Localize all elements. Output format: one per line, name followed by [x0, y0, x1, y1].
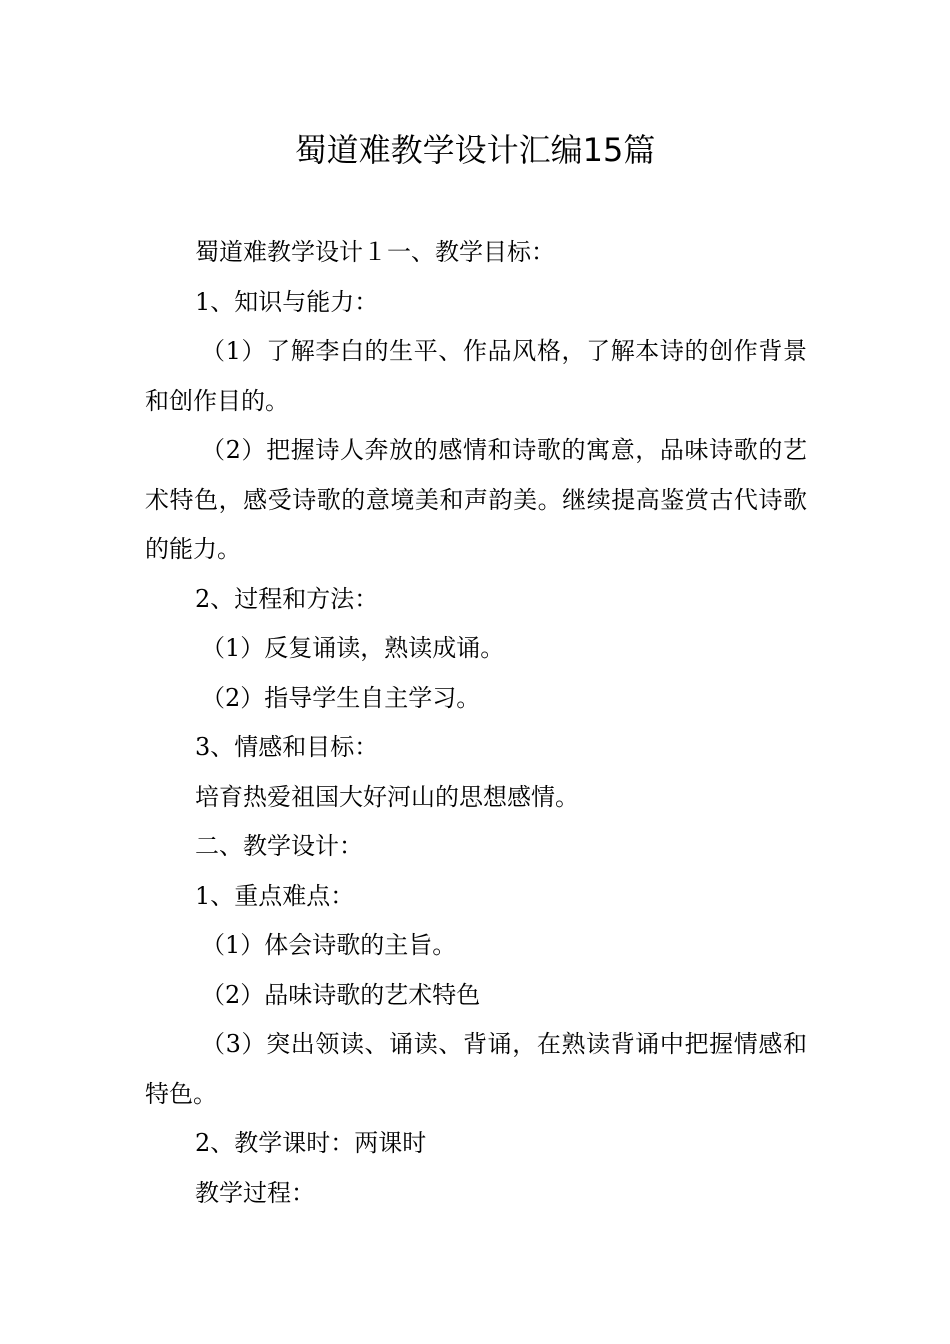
paragraph: 教学过程：: [195, 1178, 315, 1207]
paragraph: 培育热爱祖国大好河山的思想感情。: [195, 782, 579, 811]
paragraph: （1）体会诗歌的主旨。: [201, 931, 457, 959]
paragraph: 2、过程和方法：: [195, 584, 379, 613]
paragraph: （1）反复诵读，熟读成诵。: [201, 634, 505, 662]
paragraph: 蜀道难教学设计１一、教学目标：: [195, 238, 555, 266]
paragraph: 1、重点难点：: [195, 881, 355, 910]
paragraph: （2）指导学生自主学习。: [201, 683, 481, 712]
document-body: [145, 228, 807, 1218]
paragraph: 1、知识与能力：: [195, 287, 379, 316]
paragraph: 2、教学课时：两课时: [195, 1129, 427, 1157]
paragraph: （1）了解李白的生平、作品风格，了解本诗的创作背景和创作目的。: [145, 337, 807, 415]
paragraph: （2）品味诗歌的艺术特色: [201, 980, 481, 1009]
paragraph: 3、情感和目标：: [195, 733, 379, 761]
document-title: 蜀道难教学设计汇编15篇: [294, 131, 656, 169]
paragraph: （2）把握诗人奔放的感情和诗歌的寓意，品味诗歌的艺术特色，感受诗歌的意境美和声韵美。继续提高鉴赏古代诗歌的能力。: [145, 436, 807, 563]
paragraph: （3）突出领读、诵读、背诵，在熟读背诵中把握情感和特色。: [145, 1030, 807, 1108]
paragraph: 二、教学设计：: [195, 832, 363, 860]
